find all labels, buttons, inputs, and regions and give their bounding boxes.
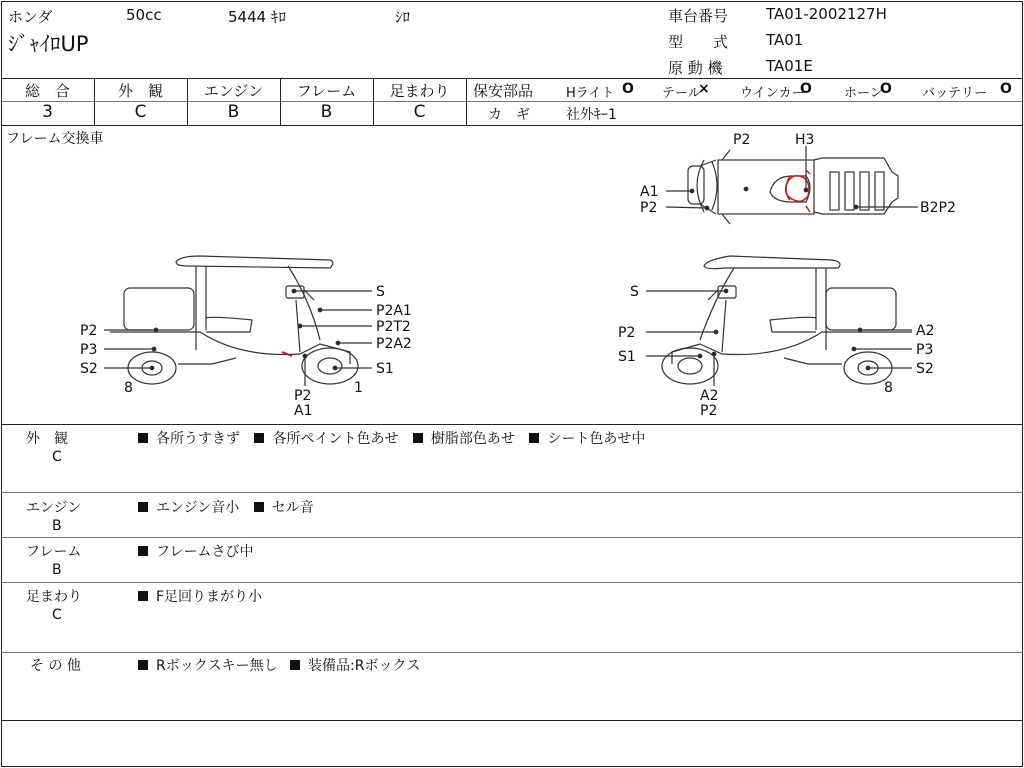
- label-left-p3: P3: [80, 342, 98, 358]
- overall-value: 3: [42, 102, 53, 122]
- notes-bottom-rule: [1, 720, 1023, 721]
- exterior-label: 外 観: [117, 82, 163, 100]
- engine-value: TA01E: [766, 57, 813, 75]
- label-left-p2: P2: [80, 323, 98, 339]
- frame-grade-value: B: [320, 102, 333, 122]
- bullet-square-icon: [254, 502, 264, 512]
- winker-label: ウインカー: [740, 86, 805, 101]
- label-left-a1-bottom: A1: [294, 403, 313, 419]
- horn-label: ホーン: [844, 86, 883, 101]
- note-category-exterior: 外 観: [26, 431, 68, 447]
- frame-grade-label: フレーム: [296, 82, 357, 100]
- note-category-other: そ の 他: [30, 658, 81, 674]
- label-right-a2-bottom: A2: [700, 388, 719, 404]
- engine-grade-label: エンジン: [203, 82, 264, 100]
- overall-label: 総 合: [24, 82, 70, 100]
- grade-divider: [466, 78, 467, 125]
- label-left-eight: 8: [124, 380, 133, 396]
- type-label: 型 式: [668, 33, 729, 51]
- grade-top-rule: [1, 78, 1023, 79]
- label-right-p3: P3: [916, 342, 934, 358]
- label-left-s1: S1: [376, 361, 394, 377]
- label-left-s: S: [376, 284, 385, 300]
- label-left-s2: S2: [80, 361, 98, 377]
- note-item: 装備品:Rボックス: [308, 658, 421, 674]
- label-left-p2a2: P2A2: [376, 336, 412, 352]
- label-right-a2: A2: [916, 323, 935, 339]
- left-view-drawing: [104, 256, 372, 386]
- bullet-square-icon: [413, 433, 423, 443]
- model-name: ｼﾞｬｲﾛUP: [8, 32, 89, 56]
- note-grade-frame: B: [52, 562, 62, 578]
- exterior-value: C: [134, 102, 147, 122]
- chassis-value: TA01-2002127H: [766, 5, 887, 23]
- note-items-frame: [138, 541, 253, 561]
- right-view-drawing: [646, 256, 912, 386]
- label-top-p2: P2: [733, 132, 751, 148]
- note-grade-exterior: C: [52, 449, 62, 465]
- label-right-p2: P2: [618, 325, 636, 341]
- body-color: ｼﾛ: [395, 8, 411, 26]
- note-item: 各所ペイント色あせ: [272, 431, 399, 447]
- label-top-b2p2: B2P2: [920, 200, 956, 216]
- tail-mark: ×: [698, 81, 710, 97]
- bullet-square-icon: [529, 433, 539, 443]
- note-items-exterior: [138, 428, 645, 448]
- label-left-p2t2: P2T2: [376, 319, 411, 335]
- headlight-label: Hライト: [566, 86, 615, 101]
- note-category-suspension: 足まわり: [26, 589, 82, 605]
- chassis-label: 車台番号: [668, 7, 729, 25]
- bullet-square-icon: [138, 660, 148, 670]
- note-item: エンジン音小: [156, 500, 240, 516]
- note-item: F足回りまがり小: [156, 589, 263, 605]
- note-item: Rボックスキー無し: [156, 658, 278, 674]
- bullet-square-icon: [138, 502, 148, 512]
- winker-mark: O: [800, 81, 812, 97]
- bullet-square-icon: [138, 433, 148, 443]
- label-right-s: S: [630, 284, 639, 300]
- remark-frame-replaced: フレーム交換車: [6, 131, 104, 147]
- key-label: カ ギ: [488, 107, 530, 123]
- label-right-p2-bottom: P2: [700, 403, 718, 419]
- note-item: 各所うすきず: [156, 431, 240, 447]
- battery-mark: O: [1000, 81, 1012, 97]
- suspension-grade-value: C: [413, 102, 426, 122]
- engine-grade-value: B: [227, 102, 240, 122]
- note-item: 樹脂部色あせ: [430, 431, 515, 447]
- label-top-p2-left: P2: [640, 200, 658, 216]
- label-left-p2a1: P2A1: [376, 303, 412, 319]
- safety-mid-rule: [467, 101, 1023, 102]
- notes-rule: [1, 492, 1023, 493]
- label-right-eight: 8: [884, 380, 893, 396]
- damage-diagram: [0, 126, 1024, 424]
- displacement: 50cc: [126, 6, 162, 24]
- label-right-s2: S2: [916, 361, 934, 377]
- note-grade-engine: B: [52, 518, 62, 534]
- notes-rule: [1, 652, 1023, 653]
- headlight-mark: O: [622, 81, 634, 97]
- note-category-engine: エンジン: [26, 500, 82, 516]
- note-category-frame: フレーム: [26, 544, 82, 560]
- note-item: フレームさび中: [156, 544, 254, 560]
- notes-rule: [1, 582, 1023, 583]
- note-items-other: [138, 655, 420, 675]
- label-left-p2-bottom: P2: [294, 388, 312, 404]
- note-items-engine: [138, 497, 314, 517]
- bullet-square-icon: [290, 660, 300, 670]
- label-left-one: 1: [354, 380, 363, 396]
- safety-label: 保安部品: [473, 82, 534, 100]
- note-items-suspension: [138, 586, 262, 606]
- label-top-a1: A1: [640, 184, 659, 200]
- key-value: 社外ｷｰ1: [566, 107, 617, 123]
- horn-mark: O: [880, 81, 892, 97]
- mileage: 5444 ｷﾛ: [228, 8, 286, 26]
- top-view-drawing: [666, 146, 918, 224]
- bullet-square-icon: [138, 546, 148, 556]
- label-right-s1: S1: [618, 349, 636, 365]
- notes-top-rule: [1, 424, 1023, 425]
- maker: ホンダ: [8, 8, 53, 26]
- notes-rule: [1, 537, 1023, 538]
- label-top-h3: H3: [795, 132, 815, 148]
- battery-label: バッテリー: [922, 86, 988, 101]
- note-item: セル音: [271, 500, 314, 516]
- suspension-grade-label: 足まわり: [389, 82, 450, 100]
- note-item: シート色あせ中: [547, 431, 646, 447]
- note-grade-suspension: C: [52, 607, 62, 623]
- bullet-square-icon: [138, 591, 148, 601]
- tail-label: テール: [662, 86, 701, 101]
- bullet-square-icon: [254, 433, 264, 443]
- type-value: TA01: [766, 31, 804, 49]
- engine-label: 原 動 機: [668, 59, 723, 77]
